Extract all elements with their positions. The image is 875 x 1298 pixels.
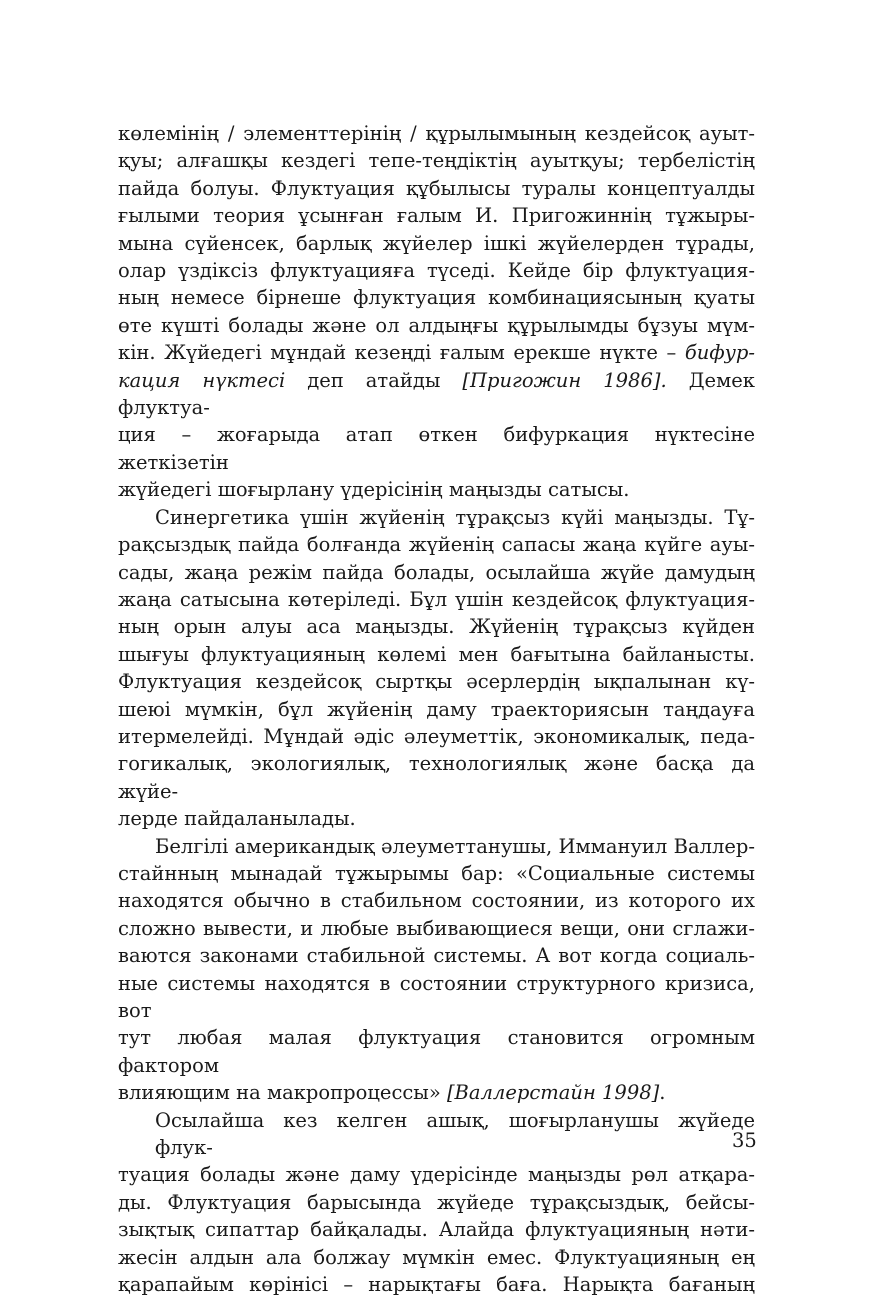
text-line: [118, 723, 755, 750]
text-line: [118, 312, 755, 339]
text-segment: қарапайым көрінісі – нарықтағы баға. Нарықта бағаның: [118, 1273, 755, 1297]
text-line: [118, 421, 755, 476]
text-line: [118, 613, 755, 640]
text-line: [118, 147, 755, 174]
text-segment: кін. Жүйедегі мұндай кезеңді ғалым ерекше нүкте –: [118, 341, 685, 365]
text-line: [118, 668, 755, 695]
text-segment: ғылыми теория ұсынған ғалым И. Пригожиннің тұжыры-: [118, 204, 755, 228]
text-line: [118, 1161, 755, 1188]
text-segment: мына сүйенсек, барлық жүйелер ішкі жүйелерден тұрады,: [118, 231, 755, 255]
body-text: [118, 120, 755, 1298]
text-line: [118, 504, 755, 531]
text-line: [118, 641, 755, 668]
text-line: [118, 915, 755, 942]
text-segment: шығуы флуктуацияның көлемі мен бағытына байланысты.: [118, 642, 755, 666]
text-line: [118, 696, 755, 723]
text-line: [118, 531, 755, 558]
text-line: [118, 860, 755, 887]
text-line: [118, 120, 755, 147]
text-segment: ваются законами стабильной системы. А вот когда социаль-: [118, 944, 755, 968]
text-line: [118, 750, 755, 805]
text-segment: шеюі мүмкін, бұл жүйенің даму траекториясын таңдауға: [118, 697, 755, 721]
text-segment: көлемінің / элементтерінің / құрылымының кездейсоқ ауыт-: [118, 122, 755, 145]
text-line: [118, 202, 755, 229]
text-line: [118, 887, 755, 914]
text-line: [118, 1024, 755, 1079]
text-segment: ция – жоғарыда атап өткен бифуркация нүктесіне жеткізетін: [118, 423, 755, 474]
text-segment: находятся обычно в стабильном состоянии, из которого их: [118, 889, 755, 913]
text-line: [118, 942, 755, 969]
text-segment: стайнның мынадай тұжырымы бар: «Социальные системы: [118, 861, 755, 885]
text-segment: рақсыздық пайда болғанда жүйенің сапасы жаңа күйге ауы-: [118, 533, 755, 557]
text-segment: туация болады және даму үдерісінде маңызды рөл атқара-: [118, 1163, 755, 1187]
italic-text: [Пригожин 1986].: [462, 368, 667, 392]
text-line: [118, 476, 755, 503]
text-segment: жесін алдын ала болжау мүмкін емес. Флуктуацияның ең: [118, 1245, 755, 1269]
italic-text: [Валлерстайн 1998]: [446, 1081, 660, 1105]
text-segment: зықтық сипаттар байқалады. Алайда флуктуацияның нәти-: [118, 1218, 755, 1242]
text-segment: Осылайша кез келген ашық, шоғырланушы жүйеде флук-: [155, 1108, 755, 1160]
text-line: [118, 970, 755, 1025]
text-segment: олар үздіксіз флуктуацияға түседі. Кейде бір флуктуация-: [118, 259, 755, 283]
text-segment: итермелейді. Мұндай әдіс әлеуметтік, экономикалық, педа-: [118, 724, 755, 748]
paragraph: [118, 1107, 755, 1298]
text-segment: ды. Флуктуация барысында жүйеде тұрақсыздық, бейсы-: [118, 1190, 755, 1214]
text-segment: гогикалық, экологиялық, технологиялық және басқа да жүйе-: [118, 752, 755, 803]
paragraph: [118, 833, 755, 1107]
text-line: [118, 257, 755, 284]
italic-text: бифур-: [684, 341, 755, 365]
text-line: [118, 1079, 755, 1106]
text-segment: қуы; алғашқы кездегі тепе-теңдіктің ауытқуы; тербелістің: [118, 149, 755, 173]
paragraph: [118, 120, 755, 504]
text-segment: жүйедегі шоғырлану үдерісінің маңызды сатысы.: [118, 478, 630, 502]
text-segment: ның орын алуы аса маңызды. Жүйенің тұрақсыз күйден: [118, 615, 755, 639]
text-segment: деп атайды: [285, 368, 463, 392]
text-line: [118, 1271, 755, 1298]
text-segment: сады, жаңа режім пайда болады, осылайша жүйе дамудың: [118, 560, 755, 584]
text-line: [118, 586, 755, 613]
text-line: [118, 230, 755, 257]
text-segment: өте күшті болады және ол алдыңғы құрылымды бұзуы мүм-: [118, 313, 755, 337]
text-segment: тут любая малая флуктуация становится огромным фактором: [118, 1026, 755, 1077]
text-segment: сложно вывести, и любые выбивающиеся вещи, они сглажи-: [118, 916, 755, 940]
text-segment: ның немесе бірнеше флуктуация комбинациясының қуаты: [118, 286, 755, 310]
text-line: [118, 559, 755, 586]
text-segment: Синергетика үшін жүйенің тұрақсыз күйі маңызды. Тұ-: [155, 505, 755, 529]
text-segment: Флуктуация кездейсоқ сыртқы әсерлердің ықпалынан кү-: [118, 670, 755, 694]
text-segment: Демек флуктуа-: [118, 368, 755, 420]
text-line: [118, 367, 755, 422]
page-number: 35: [732, 1129, 757, 1152]
text-segment: ные системы находятся в состоянии структурного кризиса, вот: [118, 971, 755, 1022]
text-segment: Белгілі американдық әлеуметтанушы, Иммануил Валлер-: [155, 834, 755, 858]
text-line: [118, 833, 755, 860]
text-line: [118, 1244, 755, 1271]
text-line: [118, 339, 755, 366]
text-line: [118, 1189, 755, 1216]
text-line: [118, 1107, 755, 1162]
paragraph: [118, 504, 755, 833]
text-segment: .: [659, 1081, 666, 1105]
text-segment: лерде пайдаланылады.: [118, 807, 356, 831]
text-segment: жаңа сатысына көтеріледі. Бұл үшін кездейсоқ флуктуация-: [118, 587, 755, 611]
text-line: [118, 284, 755, 311]
text-line: [118, 805, 755, 832]
text-segment: влияющим на макропроцессы»: [118, 1081, 447, 1105]
italic-text: кация нүктесі: [118, 368, 286, 392]
text-segment: пайда болуы. Флуктуация құбылысы туралы концептуалды: [118, 176, 755, 200]
text-line: [118, 175, 755, 202]
